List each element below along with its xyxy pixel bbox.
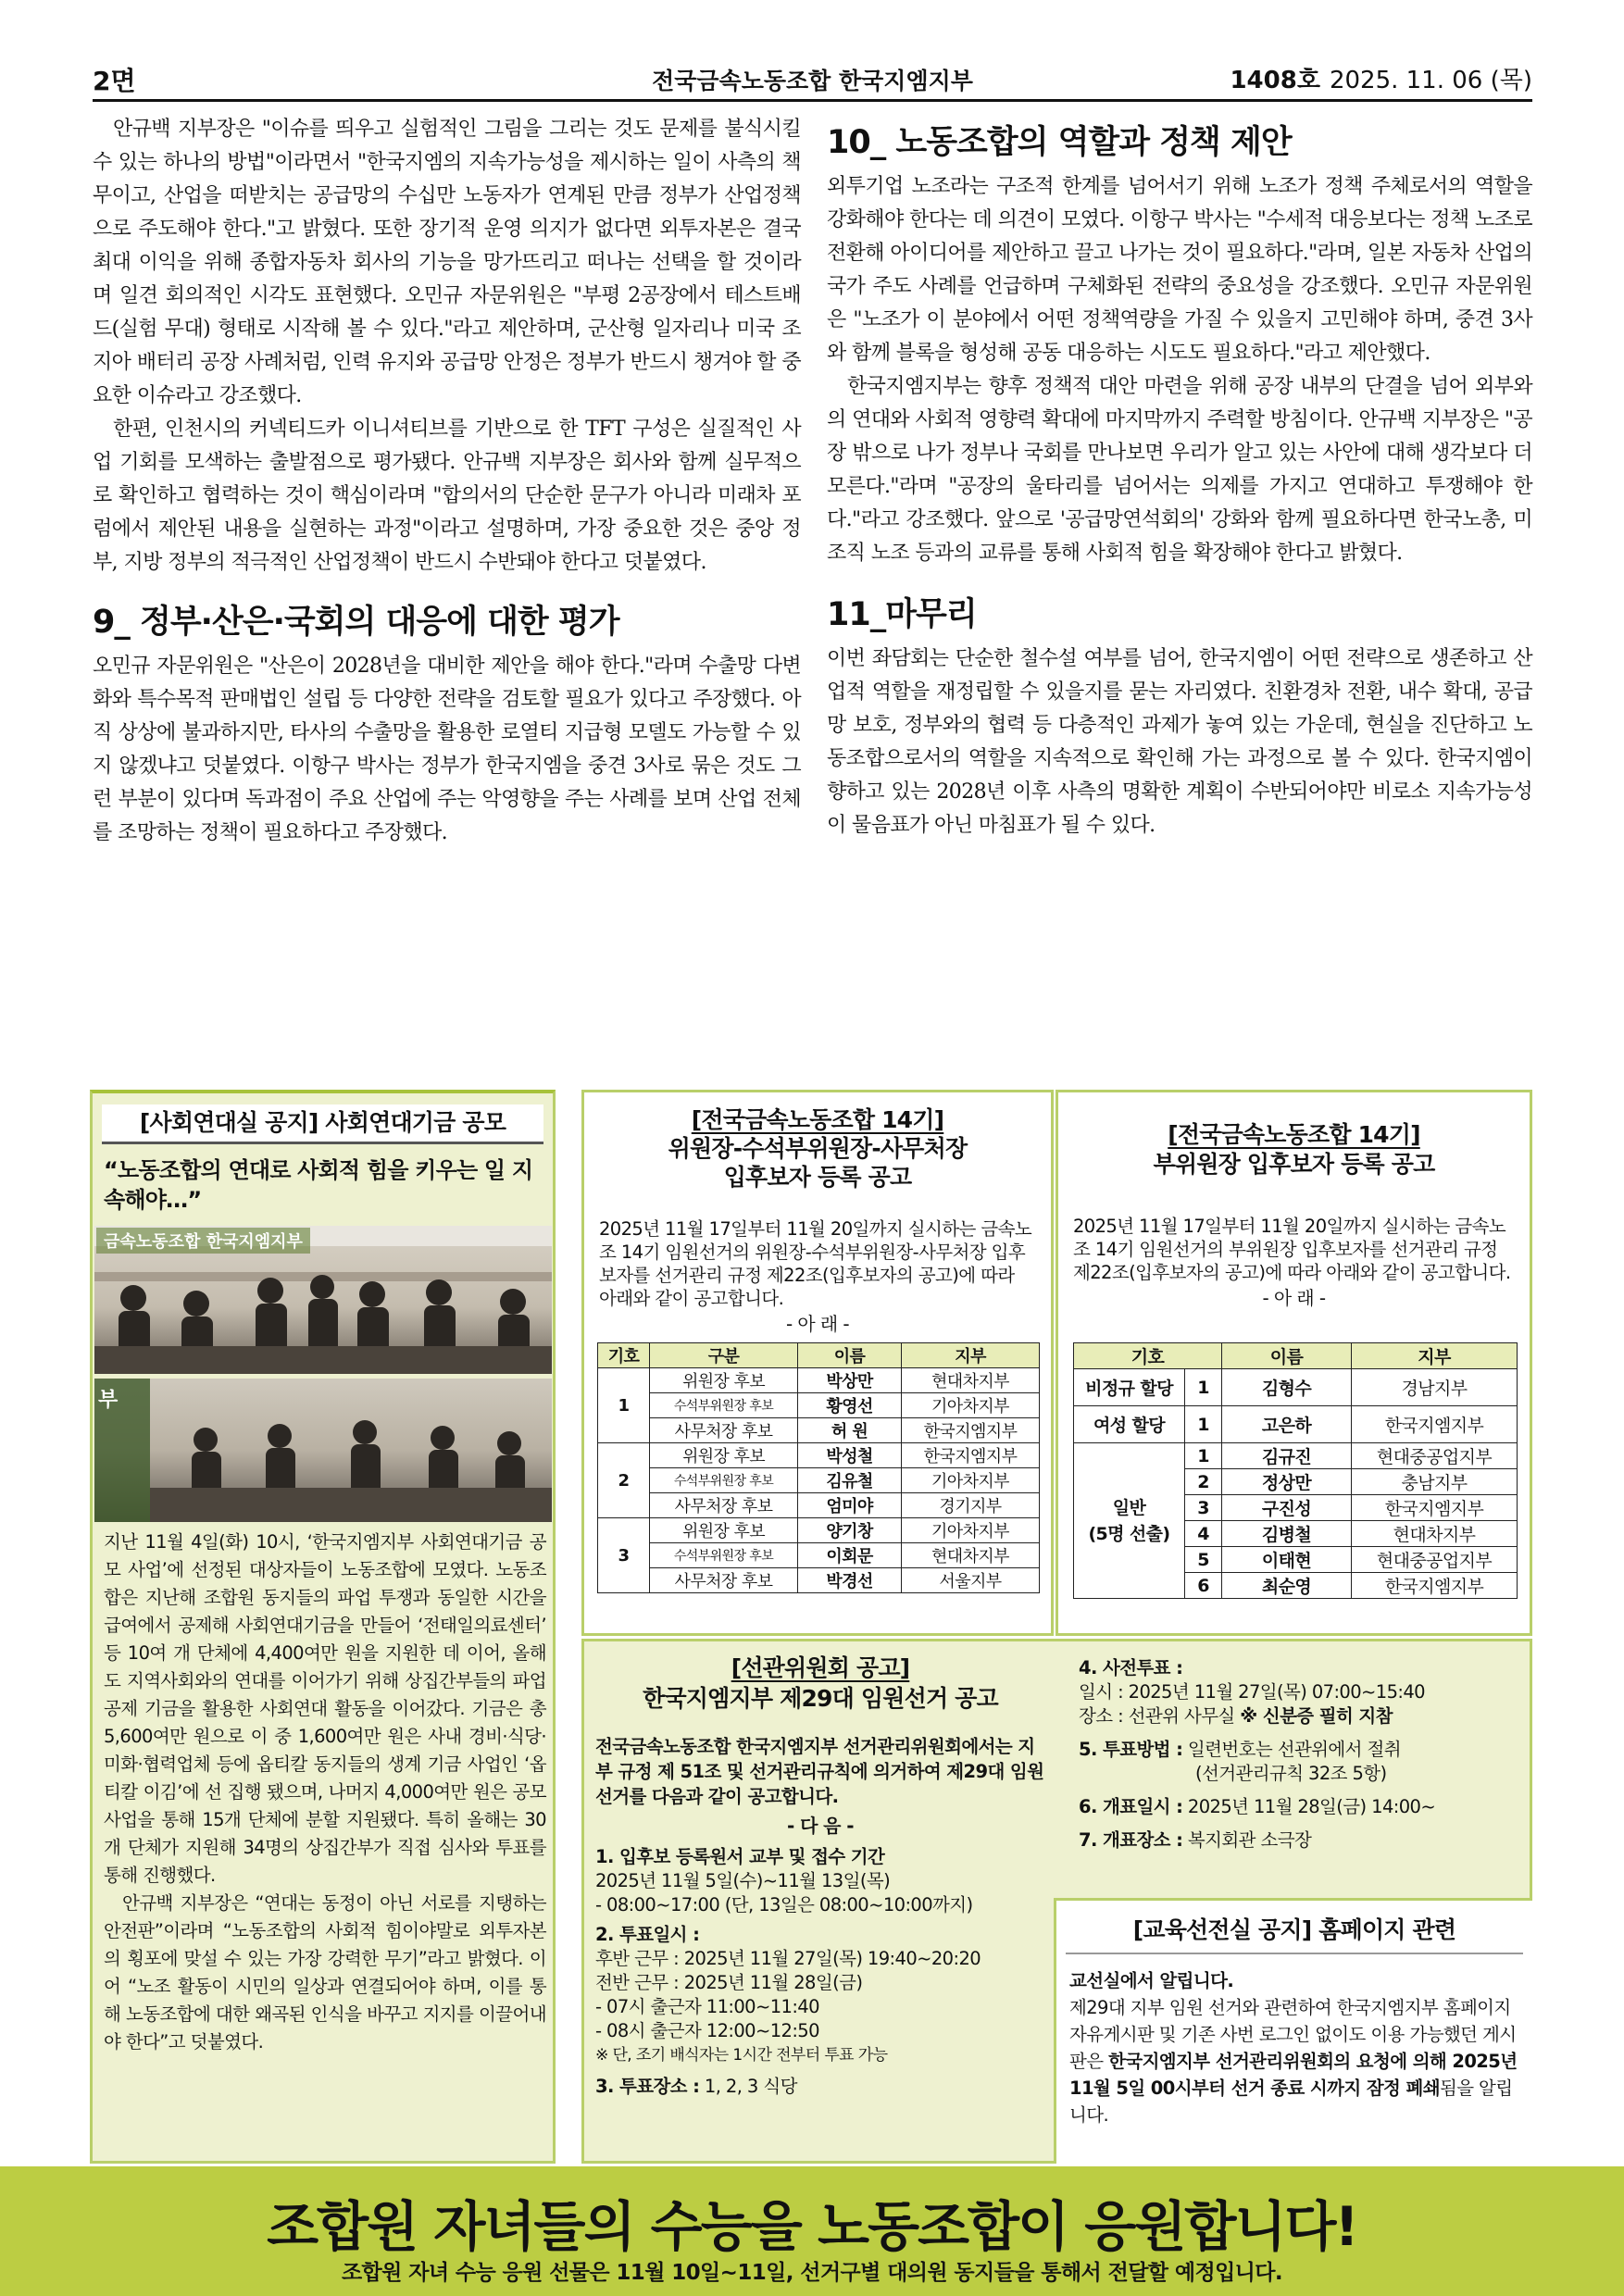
candidate-role: 위원장 후보 [650, 1518, 798, 1543]
notice-title: [교육선전실 공지] 홈페이지 관련 [1066, 1915, 1523, 1954]
notice-title-line: 한국지엠지부 제29대 임원선거 공고 [643, 1685, 998, 1712]
candidate-role: 위원장 후보 [650, 1368, 798, 1393]
candidate-name: 정상만 [1222, 1469, 1352, 1495]
schedule-heading: 1. 입후보 등록원서 교부 및 접수 기간 [595, 1846, 885, 1867]
section-heading-10: 10_ 노동조합의 역할과 정책 제안 [827, 124, 1292, 161]
quota-category: 여성 할당 [1074, 1406, 1185, 1443]
schedule-line: 후반 근무 : 2025년 11월 27일(목) 19:40~20:20 [595, 1948, 981, 1969]
schedule-note: ※ 단, 조기 배식자는 1시간 전부터 투표 가능 [595, 2046, 888, 2065]
notice-title-line: 부위원장 입후보자 등록 공고 [1153, 1151, 1435, 1178]
notice-title-line: 위원장-수석부위원장-사무처장 [668, 1135, 968, 1162]
ballot-number: 5 [1185, 1547, 1222, 1573]
table-row [1074, 1443, 1518, 1469]
candidate-name: 엄미야 [798, 1493, 902, 1518]
ballot-number: 1 [598, 1368, 650, 1443]
notice-title-line: [전국금속노동조합 14기] [1168, 1121, 1420, 1148]
candidate-name: 김형수 [1222, 1369, 1352, 1406]
article-right-column [827, 117, 1532, 842]
notice-intro: 2025년 11월 17일부터 11월 20일까지 실시하는 금속노조 14기 임원선거의 위원장-수석부위원장-사무처장 입후보자를 선거관리 규정 제22조(입후보자의 공고)에 따라 아래와 같이 공고합니다. [599, 1218, 1032, 1309]
ballot-number: 1 [1185, 1369, 1222, 1406]
schedule-heading: 6. 개표일시 : [1079, 1796, 1183, 1817]
candidate-name: 박상만 [798, 1368, 902, 1393]
candidate-role: 사무처장 후보 [650, 1418, 798, 1443]
meeting-photo-2-illustration [94, 1379, 552, 1522]
candidate-name: 고은하 [1222, 1406, 1352, 1443]
candidate-branch: 서울지부 [902, 1568, 1040, 1593]
meeting-photo-1 [94, 1226, 552, 1374]
schedule-value: 일련번호는 선관위에서 절취 [1187, 1739, 1401, 1760]
candidate-branch: 기아차지부 [902, 1518, 1040, 1543]
candidate-role: 수석부위원장 후보 [650, 1468, 798, 1493]
quota-category-sub: (5명 선출) [1088, 1523, 1170, 1544]
schedule-line: - 08:00~17:00 (단, 13일은 08:00~10:00까지) [595, 1894, 973, 1915]
election-schedule-right [1079, 1656, 1523, 1853]
schedule-value: 1, 2, 3 식당 [704, 2076, 797, 2097]
article-paragraph: 외투기업 노조라는 구조적 한계를 넘어서기 위해 노조가 정책 주체로서의 역할을 강화해야 한다는 데 의견이 모였다. 이항구 박사는 "수세적 대응보다는 정책 노조로 전환해 아이디어를 제안하고 끌고 나가는 것이 필요하다."라며, 일본 자동차 산업의 국가 주도 사례를 언급하며 구체화된 전략의 중요성을 강조했다. 오민규 자문위원은 "노조가 이 분야에서 어떤 정책역량을 가질 수 있을지 고민해야 하며, 중견 3사와 함께 블록을 형성해 공동 대응하는 시도도 필요하다."라고 제안했다. [827, 175, 1532, 365]
notice-title [1058, 1120, 1530, 1179]
notice-title-line: [전국금속노동조합 14기] [691, 1106, 944, 1133]
notice-intro: 2025년 11월 17일부터 11월 20일까지 실시하는 금속노조 14기 임원선거의 부위원장 입후보자를 선거관리 규정 제22조(입후보자의 공고)에 따라 아래와 같이 공고합니다. [1073, 1216, 1511, 1283]
schedule-line [1079, 1704, 1523, 1728]
candidate-name: 김병철 [1222, 1521, 1352, 1547]
banner-subtext: 조합원 자녀 수능 응원 선물은 11월 10일~11일, 선거구별 대의원 동지들을 통해서 전달할 예정입니다. [341, 2261, 1283, 2285]
schedule-line [1079, 1738, 1523, 1762]
bottom-banner [0, 2166, 1624, 2296]
article-paragraph: 이번 좌담회는 단순한 철수설 여부를 넘어, 한국지엠이 어떤 전략으로 생존하고 산업적 역할을 재정립할 수 있을지를 묻는 자리였다. 친환경차 전환, 내수 확대, 공급망 보호, 정부와의 협력 등 다층적인 과제가 놓여 있는 가운데, 현실을 진단하고 노동조합으로서의 역할을 지속적으로 확인해 가는 과정으로 볼 수 있다. 한국지엠이 향하고 있는 2028년 이후 사측의 명확한 계획이 수반되어야만 비로소 지속가능성이 물음표가 아닌 마침표가 될 수 있다. [827, 647, 1532, 837]
article-left-column [93, 113, 801, 850]
notice-title-line: 입후보자 등록 공고 [723, 1164, 912, 1191]
table-header: 기호 [1074, 1343, 1222, 1369]
ballot-number: 1 [1185, 1406, 1222, 1443]
page-number: 2면 [93, 66, 136, 96]
candidate-role: 수석부위원장 후보 [650, 1393, 798, 1418]
section-heading-9: 9_ 정부·산은·국회의 대응에 대한 평가 [93, 604, 619, 641]
issue-info [1230, 61, 1532, 95]
candidate-role: 사무처장 후보 [650, 1493, 798, 1518]
candidate-name: 허 원 [798, 1418, 902, 1443]
schedule-line [1079, 1795, 1523, 1819]
schedule-value: 2025년 11월 28일(금) 14:00~ [1187, 1796, 1436, 1817]
candidate-branch: 현대차지부 [902, 1368, 1040, 1393]
table-row [598, 1393, 1040, 1418]
candidate-branch: 한국지엠지부 [902, 1418, 1040, 1443]
schedule-line: (선거관리규칙 32조 5항) [1195, 1763, 1387, 1784]
solidarity-fund-notice [90, 1090, 556, 2164]
schedule-line [595, 2075, 1055, 2099]
table-row [1074, 1406, 1518, 1443]
table-row [598, 1518, 1040, 1543]
candidate-branch: 기아차지부 [902, 1468, 1040, 1493]
schedule-heading: 4. 사전투표 : [1079, 1657, 1183, 1678]
schedule-value: 장소 : 선관위 사무실 [1079, 1705, 1235, 1727]
table-header: 지부 [902, 1343, 1040, 1368]
table-header: 지부 [1352, 1343, 1518, 1369]
candidate-notice-chair [581, 1090, 1054, 1636]
ballot-number: 2 [1185, 1469, 1222, 1495]
notice-text: 됨을 알립니다. [1069, 2078, 1513, 2126]
ballot-number: 2 [598, 1443, 650, 1518]
photo-banner-text: 부 [98, 1389, 119, 1412]
issue-number: 1408호 [1230, 67, 1320, 94]
candidate-branch: 한국지엠지부 [1352, 1495, 1518, 1521]
notice-lead: 교선실에서 알립니다. [1069, 1970, 1234, 1991]
ballot-number: 3 [598, 1518, 650, 1593]
quota-category [1074, 1443, 1185, 1599]
candidate-branch: 경기지부 [902, 1493, 1040, 1518]
candidate-role: 수석부위원장 후보 [650, 1543, 798, 1568]
candidate-table [597, 1342, 1040, 1593]
candidate-branch: 현대중공업지부 [1352, 1443, 1518, 1469]
table-row [598, 1493, 1040, 1518]
article-paragraph: 한편, 인천시의 커넥티드카 이니셔티브를 기반으로 한 TFT 구성은 실질적인 사업 기회를 모색하는 출발점으로 평가됐다. 안규백 지부장은 회사와 함께 실무적으로 확인하고 협력하는 것이 핵심이라며 "합의서의 단순한 문구가 아니라 미래차 포럼에서 제안된 내용을 실현하는 과정"이라고 설명하며, 가장 중요한 것은 중앙 정부, 지방 정부의 적극적인 산업정책이 반드시 수반돼야 한다고 덧붙였다. [93, 418, 801, 574]
candidate-name: 구진성 [1222, 1495, 1352, 1521]
notice-below-label: - 아 래 - [786, 1313, 849, 1335]
candidate-branch: 한국지엠지부 [1352, 1573, 1518, 1599]
candidate-branch: 현대중공업지부 [1352, 1547, 1518, 1573]
publication-title: 전국금속노동조합 한국지엠지부 [652, 68, 973, 94]
homepage-notice [1054, 1898, 1532, 2164]
quota-category: 비정규 할당 [1074, 1369, 1185, 1406]
notice-quote: “노동조합의 연대로 사회적 힘을 키우는 일 지속해야…” [104, 1157, 533, 1213]
candidate-table [1073, 1342, 1518, 1599]
notice-below-label: - 아 래 - [1262, 1287, 1326, 1309]
candidate-name: 황영선 [798, 1393, 902, 1418]
notice-paragraph: 지난 11월 4일(화) 10시, ‘한국지엠지부 사회연대기금 공모 사업’에 선정된 대상자들이 노동조합에 모였다. 노동조합은 지난해 조합원 동지들의 파업 투쟁과 동일한 시간을 급여에서 공제해 사회연대기금을 만들어 ‘전태일의료센터’ 등 10여 개 단체에 4,400여만 원을 지원한 데 이어, 올해도 지역사회와의 연대를 이어가기 위해 상집간부들의 파업 공제 기금을 활용한 사회연대 활동을 이어갔다. 기금은 총 5,600여만 원으로 이 중 1,600여만 원은 사내 경비·식당·미화·협력업체 등에 옵티칼 동지들의 생계 기금 사업인 ‘옵티칼 이김’에 선 집행 됐으며, 나머지 4,000여만 원은 공모 사업을 통해 15개 단체에 분할 지원됐다. 특히 올해는 30개 단체가 지원해 34명의 상집간부가 직접 심사와 투표를 통해 진행했다. [104, 1531, 546, 1886]
table-header: 이름 [798, 1343, 902, 1368]
ballot-number: 3 [1185, 1495, 1222, 1521]
table-header: 구분 [650, 1343, 798, 1368]
candidate-branch: 경남지부 [1352, 1369, 1518, 1406]
candidate-branch: 현대차지부 [1352, 1521, 1518, 1547]
table-row [598, 1568, 1040, 1593]
candidate-name: 이회문 [798, 1543, 902, 1568]
article-paragraph: 안규백 지부장은 "이슈를 띄우고 실험적인 그림을 그리는 것도 문제를 불식시킬 수 있는 하나의 방법"이라면서 "한국지엠의 지속가능성을 제시하는 일이 사측의 책무이고, 산업을 떠받치는 공급망의 수십만 노동자가 연계된 만큼 정부가 산업정책으로 주도해야 한다."고 밝혔다. 또한 장기적 운영 의지가 없다면 외투자본은 결국 최대 이익을 위해 종합자동차 회사의 기능을 망가뜨리고 떠나는 선택을 할 것이라며 일견 회의적인 시각도 표현했다. 오민규 자문위원은 "부평 2공장에서 테스트배드(실험 무대) 형태로 시작해 볼 수 있다."라고 제안하며, 군산형 일자리나 미국 조지아 배터리 공장 사례처럼, 인력 유지와 공급망 안정은 정부가 반드시 챙겨야 할 중요한 이슈라고 강조했다. [93, 118, 801, 407]
photo-banner-text: 금속노동조합 한국지엠지부 [96, 1228, 310, 1254]
table-row [598, 1418, 1040, 1443]
schedule-line: - 07시 출근자 11:00~11:40 [595, 1996, 819, 2017]
election-schedule-left [595, 1845, 1055, 2099]
table-row [598, 1468, 1040, 1493]
table-row [598, 1543, 1040, 1568]
notice-title: [사회연대실 공지] 사회연대기금 공모 [102, 1104, 543, 1144]
candidate-branch: 한국지엠지부 [902, 1443, 1040, 1468]
candidate-branch: 현대차지부 [902, 1543, 1040, 1568]
banner-headline: 조합원 자녀들의 수능을 노동조합이 응원합니다! [267, 2195, 1357, 2258]
schedule-line: 일시 : 2025년 11월 27일(목) 07:00~15:40 [1079, 1681, 1425, 1703]
table-row [598, 1368, 1040, 1393]
table-header: 기호 [598, 1343, 650, 1368]
candidate-branch: 충남지부 [1352, 1469, 1518, 1495]
notice-paragraph: 안규백 지부장은 “연대는 동정이 아닌 서로를 지탱하는 안전판”이라며 “노동조합의 사회적 힘이야말로 외투자본의 횡포에 맞설 수 있는 가장 강력한 무기”라고 밝혔다. 이어 “노조 활동이 시민의 일상과 연결되어야 하며, 이를 통해 노동조합에 대한 왜곡된 인식을 바꾸고 지지를 이끌어내야 한다”고 덧붙였다. [104, 1892, 546, 2053]
schedule-line: 2025년 11월 5일(수)~11월 13일(목) [595, 1870, 891, 1891]
ballot-number: 4 [1185, 1521, 1222, 1547]
notice-title [584, 1653, 1056, 1714]
notice-text: 제29대 지부 임원 선거와 관련하여 한국지엠지부 홈페이지 자유게시판 및 기존 사번 로그인 없이도 이용 가능했던 게시판은 [1069, 1997, 1517, 2072]
candidate-notice-vice-chair [1056, 1090, 1532, 1636]
candidate-name: 김규진 [1222, 1443, 1352, 1469]
candidate-role: 사무처장 후보 [650, 1568, 798, 1593]
table-header-row [598, 1343, 1040, 1368]
page-header [93, 57, 1532, 102]
notice-title-line: [선관위원회 공고] [731, 1654, 910, 1681]
schedule-heading: 5. 투표방법 : [1079, 1739, 1183, 1760]
notice-body [104, 1529, 546, 2056]
notice-title [584, 1105, 1051, 1192]
ballot-number: 1 [1185, 1443, 1222, 1469]
candidate-branch: 기아차지부 [902, 1393, 1040, 1418]
schedule-note: ※ 신분증 필히 지참 [1240, 1705, 1393, 1727]
meeting-photo-2 [94, 1379, 552, 1522]
table-header-row [1074, 1343, 1518, 1369]
candidate-branch: 한국지엠지부 [1352, 1406, 1518, 1443]
schedule-line [1079, 1828, 1523, 1853]
candidate-name: 양기창 [798, 1518, 902, 1543]
ballot-number: 6 [1185, 1573, 1222, 1599]
table-row [598, 1443, 1040, 1468]
schedule-heading: 2. 투표일시 : [595, 1924, 700, 1945]
candidate-name: 박성철 [798, 1443, 902, 1468]
candidate-name: 박경선 [798, 1568, 902, 1593]
section-heading-11: 11_마무리 [827, 596, 977, 633]
schedule-line: - 08시 출근자 12:00~12:50 [595, 2020, 819, 2041]
candidate-name: 최순영 [1222, 1573, 1352, 1599]
schedule-line: 전반 근무 : 2025년 11월 28일(금) [595, 1972, 863, 1993]
election-next-label: - 다 음 - [787, 1815, 854, 1837]
issue-date: 2025. 11. 06 (목) [1329, 67, 1532, 94]
quota-category-label: 일반 [1112, 1497, 1146, 1518]
notice-body [1069, 1967, 1518, 2128]
table-header: 이름 [1222, 1343, 1352, 1369]
schedule-heading: 7. 개표장소 : [1079, 1829, 1183, 1851]
candidate-name: 이태현 [1222, 1547, 1352, 1573]
schedule-heading: 3. 투표장소 : [595, 2076, 700, 2097]
candidate-name: 김유철 [798, 1468, 902, 1493]
table-row [1074, 1369, 1518, 1406]
schedule-value: 복지회관 소극장 [1187, 1829, 1312, 1851]
candidate-role: 위원장 후보 [650, 1443, 798, 1468]
article-paragraph: 오민규 자문위원은 "산은이 2028년을 대비한 제안을 해야 한다."라며 수출망 다변화와 특수목적 판매법인 설립 등 다양한 전략을 검토할 필요가 있다고 주장했다. 아직 상상에 불과하지만, 타사의 수출망을 활용한 로열티 지급형 모델도 가능할 수 있지 않겠냐고 덧붙였다. 이항구 박사는 정부가 한국지엠을 중견 3사로 묶은 것도 그런 부분이 있다며 독과점이 주요 산업에 주는 악영향을 주는 사례를 보며 산업 전체를 조망하는 정책이 필요하다고 주장했다. [93, 655, 801, 844]
election-intro: 전국금속노동조합 한국지엠지부 선거관리위원회에서는 지부 규정 제 51조 및 선거관리규칙에 의거하여 제29대 임원선거를 다음과 같이 공고합니다. [595, 1736, 1044, 1807]
article-paragraph: 한국지엠지부는 향후 정책적 대안 마련을 위해 공장 내부의 단결을 넘어 외부와의 연대와 사회적 영향력 확대에 마지막까지 주력할 방침이다. 안규백 지부장은 "공장 밖으로 나가 정부나 국회를 만나보면 우리가 알고 있는 사안에 대해 생각보다 더 모른다."라며 "공장의 울타리를 넘어서는 의제를 가지고 연대하고 투쟁해야 한다."라고 강조했다. 앞으로 '공급망연석회의' 강화와 함께 필요하다면 한국노총, 미조직 노조 등과의 교류를 통해 사회적 힘을 확장해야 한다고 밝혔다. [827, 375, 1532, 565]
notice-bold-text: 한국지엠지부 선거관리위원회의 요청에 의해 2025년 11월 5일 00시부터 선거 종료 시까지 잠정 폐쇄 [1069, 2051, 1518, 2099]
